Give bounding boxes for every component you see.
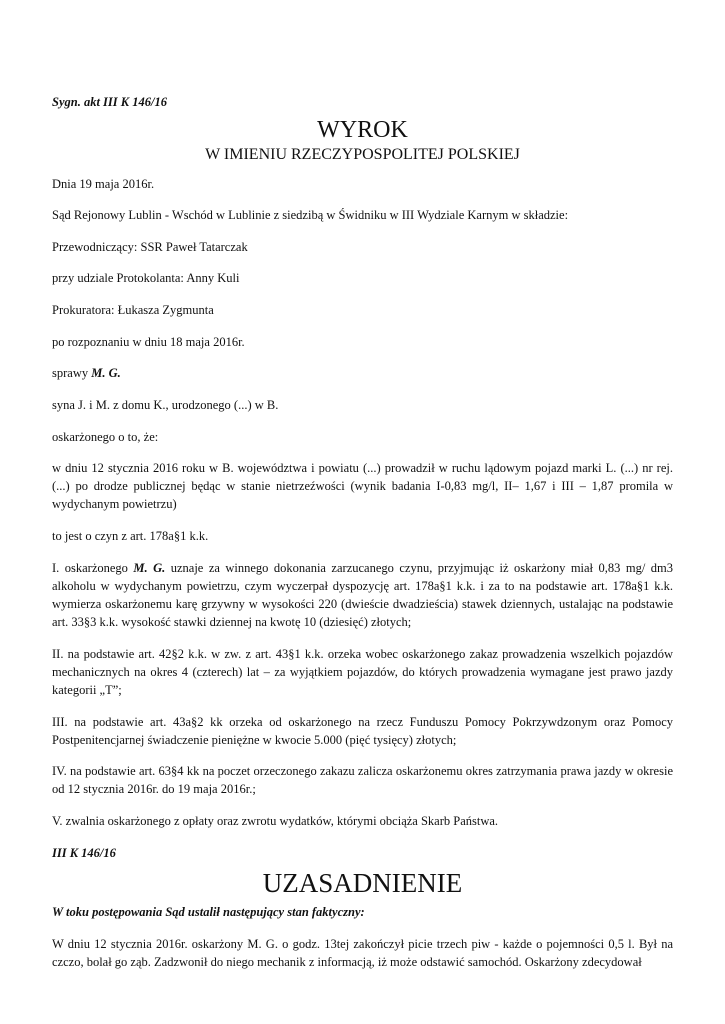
case-prefix: sprawy [52,366,92,381]
justification-text: W dniu 12 stycznia 2016r. oskarżony M. G. o godz. 13tej zakończył picie trzech piw - każde o pojemności 0,5 l. Był na czczo, bolał go ząb. Zadzwonił do niego mechanik z informacją, iż może odstawić samochód. Oskarżony zdecydował [52,936,673,970]
court-composition: Sąd Rejonowy Lublin - Wschód w Lublinie z siedzibą w Świdniku w III Wydziale Karnym w składzie: [52,208,569,223]
presiding-judge: Przewodniczący: SSR Paweł Tatarczak [52,239,248,254]
justification-signature: III K 146/16 [52,845,116,860]
accused-parents: syna J. i M. z domu K., urodzonego (...) w B. [52,397,279,412]
accused-name: M. G. [91,366,121,381]
charge-article: to jest o czyn z art. 178a§1 k.k. [52,529,209,544]
charge-description: w dniu 12 stycznia 2016 roku w B. województwa i powiatu (...) prowadził w ruchu lądowym pojazd marki L. (...) nr rej. (...) po drodze publicznej będąc w stanie nietrzeźwości (wynik badania I-0,83 mg/l, II– 1,67 i III – 1,87 promila w wydychanym powietrzu) [52,461,673,512]
hearing-date: po rozpoznaniu w dniu 18 maja 2016r. [52,334,245,349]
verdict-point-2: II. na podstawie art. 42§2 k.k. w zw. z art. 43§1 k.k. orzeka wobec oskarżonego zakaz prowadzenia wszelkich pojazdów mechanicznych na okres 4 (czterech) lat – za wyjątkiem pojazdów, do których prowadzenia wymagane jest prawo jazdy kategorii „T”; [52,646,673,697]
verdict-point-1-name: M. G. [133,560,166,575]
verdict-point-5: V. zwalnia oskarżonego z opłaty oraz zwrotu wydatków, którymi obciąża Skarb Państwa. [52,814,499,829]
verdict-point-3: III. na podstawie art. 43a§2 kk orzeka od oskarżonego na rzecz Funduszu Pomocy Pokrzywdzonym oraz Pomocy Postpenitencjarnej świadczenie pieniężne w kwocie 5.000 (pięć tysięcy) złotych; [52,714,673,747]
justification-title: UZASADNIENIE [262,867,463,898]
verdict-point-4: IV. na podstawie art. 63§4 kk na poczet orzeczonego zakazu zalicza oskarżonemu okres zatrzymania prawa jazdy w okresie od 12 stycznia 2016r. do 19 maja 2016r.; [52,764,673,797]
verdict-point-1-pre: I. oskarżonego [52,560,134,575]
prosecutor: Prokuratora: Łukasza Zygmunta [52,303,214,318]
verdict-date: Dnia 19 maja 2016r. [52,176,155,191]
verdict-point-1-post: uznaje za winnego dokonania zarzucanego czynu, przyjmując iż oskarżony miał 0,83 mg/ dm3 alkoholu w wydychanym powietrzu, czym wyczerpał dyspozycję art. 178a§1 k.k. i za to na podstawie art. 178a§1 k.k. wymierza oskarżonemu karę grzywny w wysokości 220 (dwieście dwadzieścia) stawek dziennych, ustalając na podstawie art. 33§3 k.k. wysokość stawki dziennej na kwotę 10 (dziesięć) złotych; [52,560,673,630]
justification-heading: W toku postępowania Sąd ustalił następujący stan faktyczny: [52,904,365,919]
verdict-subtitle: W IMIENIU RZECZYPOSPOLITEJ POLSKIEJ [205,145,520,163]
case-of [52,364,673,382]
court-clerk: przy udziale Protokolanta: Anny Kuli [52,271,240,286]
case-signature: Sygn. akt III K 146/16 [52,95,167,109]
accused-of: oskarżonego o to, że: [52,429,159,444]
verdict-point-1 [52,559,673,632]
verdict-title: WYROK [317,117,408,144]
